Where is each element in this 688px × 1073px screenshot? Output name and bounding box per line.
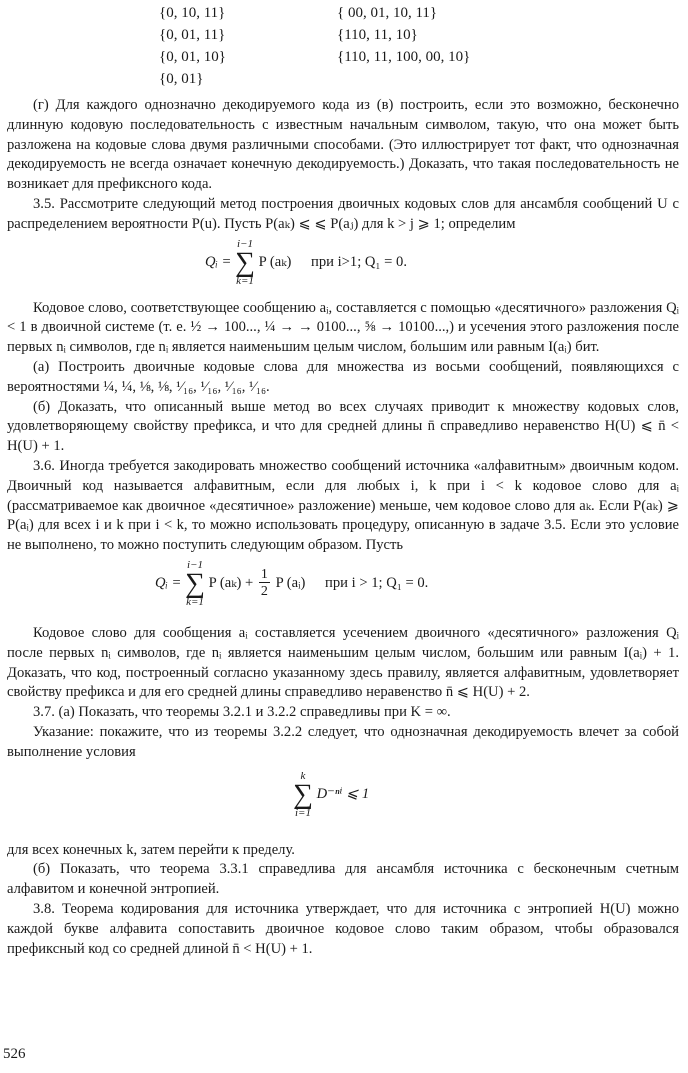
problem-3-5-text: Кодовое слово, соответствующее сообщению aᵢ, составляется с помощью «десятичного» разложения Qᵢ < 1 в двоичной системе (т. е. ½ → 100..., ¼ → → 0100..., ⅝ → 10100...,) и усечения этого разложения после первых nᵢ символов, где nᵢ является наименьшим целым числом, большим или равным I(aᵢ) бит.	[7, 299, 679, 356]
formula-body: P (aₖ) +	[208, 575, 254, 592]
problem-3-8: 3.8. Теорема кодирования для источника утверждает, что для источника с энтропией H(U) можно каждой букве алфавита сопоставить двоичное кодовое слово таким образом, чтобы образовался префиксный код со средней длиной n̄ < H(U) + 1.	[7, 900, 679, 957]
sum-upper-limit: i−1	[187, 558, 203, 571]
sum-lower-limit: k=1	[186, 595, 204, 608]
problem-3-7-continuation: для всех конечных k, затем перейти к пределу.	[7, 841, 295, 858]
sum-symbol: i−1 ∑ k=1	[235, 237, 255, 287]
problem-3-6: 3.6. Иногда требуется закодировать множество сообщений источника «алфавитным» двоичным кодом. Двоичный код называется алфавитным, если для любых i, k при i < k кодовое слово для aᵢ (рассматриваемое как двоичное «десятичное» разложение) меньше, чем кодовое слово для aₖ. Если P(aₖ) ⩾ P(aᵢ) для всех i и k при i < k, то можно использовать процедуру, описанную в задаче 3.5. Если это условие не выполнено, то можно поступить следующим образом. Пусть	[7, 457, 679, 554]
formula-condition: при i > 1; Q₁ = 0.	[325, 575, 429, 592]
code-set-left-column	[159, 2, 226, 90]
sum-upper-limit: k	[300, 769, 306, 782]
problem-3-5-b: (б) Доказать, что описанный выше метод во всех случаях приводит к множеству кодовых слов, удовлетворяющему свойству префикса, и что для средней длины n̄ справедливо неравенство H(U) ⩽ n̄ < H(U) + 1.	[7, 398, 679, 455]
problem-3-7-b: (б) Показать, что теорема 3.3.1 справедлива для ансамбля источника с бесконечным счетным алфавитом и конечной энтропией.	[7, 861, 679, 898]
sum-lower-limit: k=1	[236, 274, 254, 287]
code-set: {0, 01, 10}	[159, 49, 226, 65]
formula-3-5	[7, 237, 679, 299]
page-body	[7, 0, 679, 959]
page-number: 526	[3, 1046, 26, 1062]
sum-lower-limit: i=1	[294, 806, 311, 819]
code-set: { 00, 01, 10, 11}	[337, 5, 438, 21]
problem-3-7-hint: Указание: покажите, что из теоремы 3.2.2 следует, что однозначная декодируемость влечет за собой выполнение условия	[7, 723, 679, 760]
sum-symbol: k ∑ i=1	[293, 769, 313, 819]
formula-body: D⁻ⁿⁱ ⩽ 1	[316, 785, 370, 802]
problem-3-4-g: (г) Для каждого однозначно декодируемого кода из (в) построить, если это возможно, бесконечно длинную кодовую последовательность с известным начальным символом, такую, что она может быть разложена на кодовые слова двумя различными способами. (Это иллюстрирует тот факт, что однозначная декодируемость не всегда означает конечную декодируемость.) Доказать, что такая последовательность не возникает для префиксного кода.	[7, 97, 679, 193]
problem-3-5: 3.5. Рассмотрите следующий метод построения двоичных кодовых слов для ансамбля сообщений U с распределением вероятности P(u). Пусть P(aₖ) ⩽ ⩽ P(aⱼ) для k > j ⩾ 1; определим	[7, 195, 679, 232]
code-set-right-column	[337, 2, 470, 68]
code-sets	[7, 0, 679, 96]
formula-body-2: P (aᵢ)	[275, 575, 306, 592]
fraction-numerator: 1	[260, 567, 268, 583]
formula-body: P (aₖ)	[258, 253, 292, 270]
code-set: {110, 11, 100, 00, 10}	[337, 49, 471, 65]
formula-lhs: Qᵢ =	[205, 253, 232, 270]
fraction-denominator: 2	[260, 584, 268, 600]
sum-upper-limit: i−1	[237, 237, 253, 250]
fraction-one-half	[259, 568, 270, 599]
formula-condition: при i>1; Q₁ = 0.	[311, 253, 407, 270]
code-set: {0, 10, 11}	[159, 5, 226, 21]
sum-symbol: i−1 ∑ k=1	[185, 558, 205, 608]
formula-3-7	[7, 763, 679, 841]
formula-lhs: Qᵢ =	[155, 575, 182, 592]
problem-3-5-a: (а) Построить двоичные кодовые слова для множества из восьми сообщений, появляющихся с вероятностями ¼, ¼, ⅛, ⅛, ¹⁄₁₆, ¹⁄₁₆, ¹⁄₁₆, ¹⁄₁₆.	[7, 358, 679, 395]
formula-3-6	[7, 556, 679, 624]
code-set: {0, 01, 11}	[159, 27, 226, 43]
problem-3-6-text: Кодовое слово для сообщения aᵢ составляется усечением двоичного «десятичного» разложения Qᵢ после первых nᵢ символов, где nᵢ является наименьшим целым числом, большим или равным I(aᵢ) + 1. Доказать, что код, построенный согласно указанному здесь правилу, является алфавитным, удовлетворяет свойству префикса и для его средней длины справедливо неравенство n̄ ⩽ H(U) + 2.	[7, 624, 679, 701]
code-set: {0, 01}	[159, 71, 204, 87]
problem-3-7-a: 3.7. (а) Показать, что теоремы 3.2.1 и 3.2.2 справедливы при K = ∞.	[33, 704, 451, 721]
code-set: {110, 11, 10}	[337, 27, 418, 43]
